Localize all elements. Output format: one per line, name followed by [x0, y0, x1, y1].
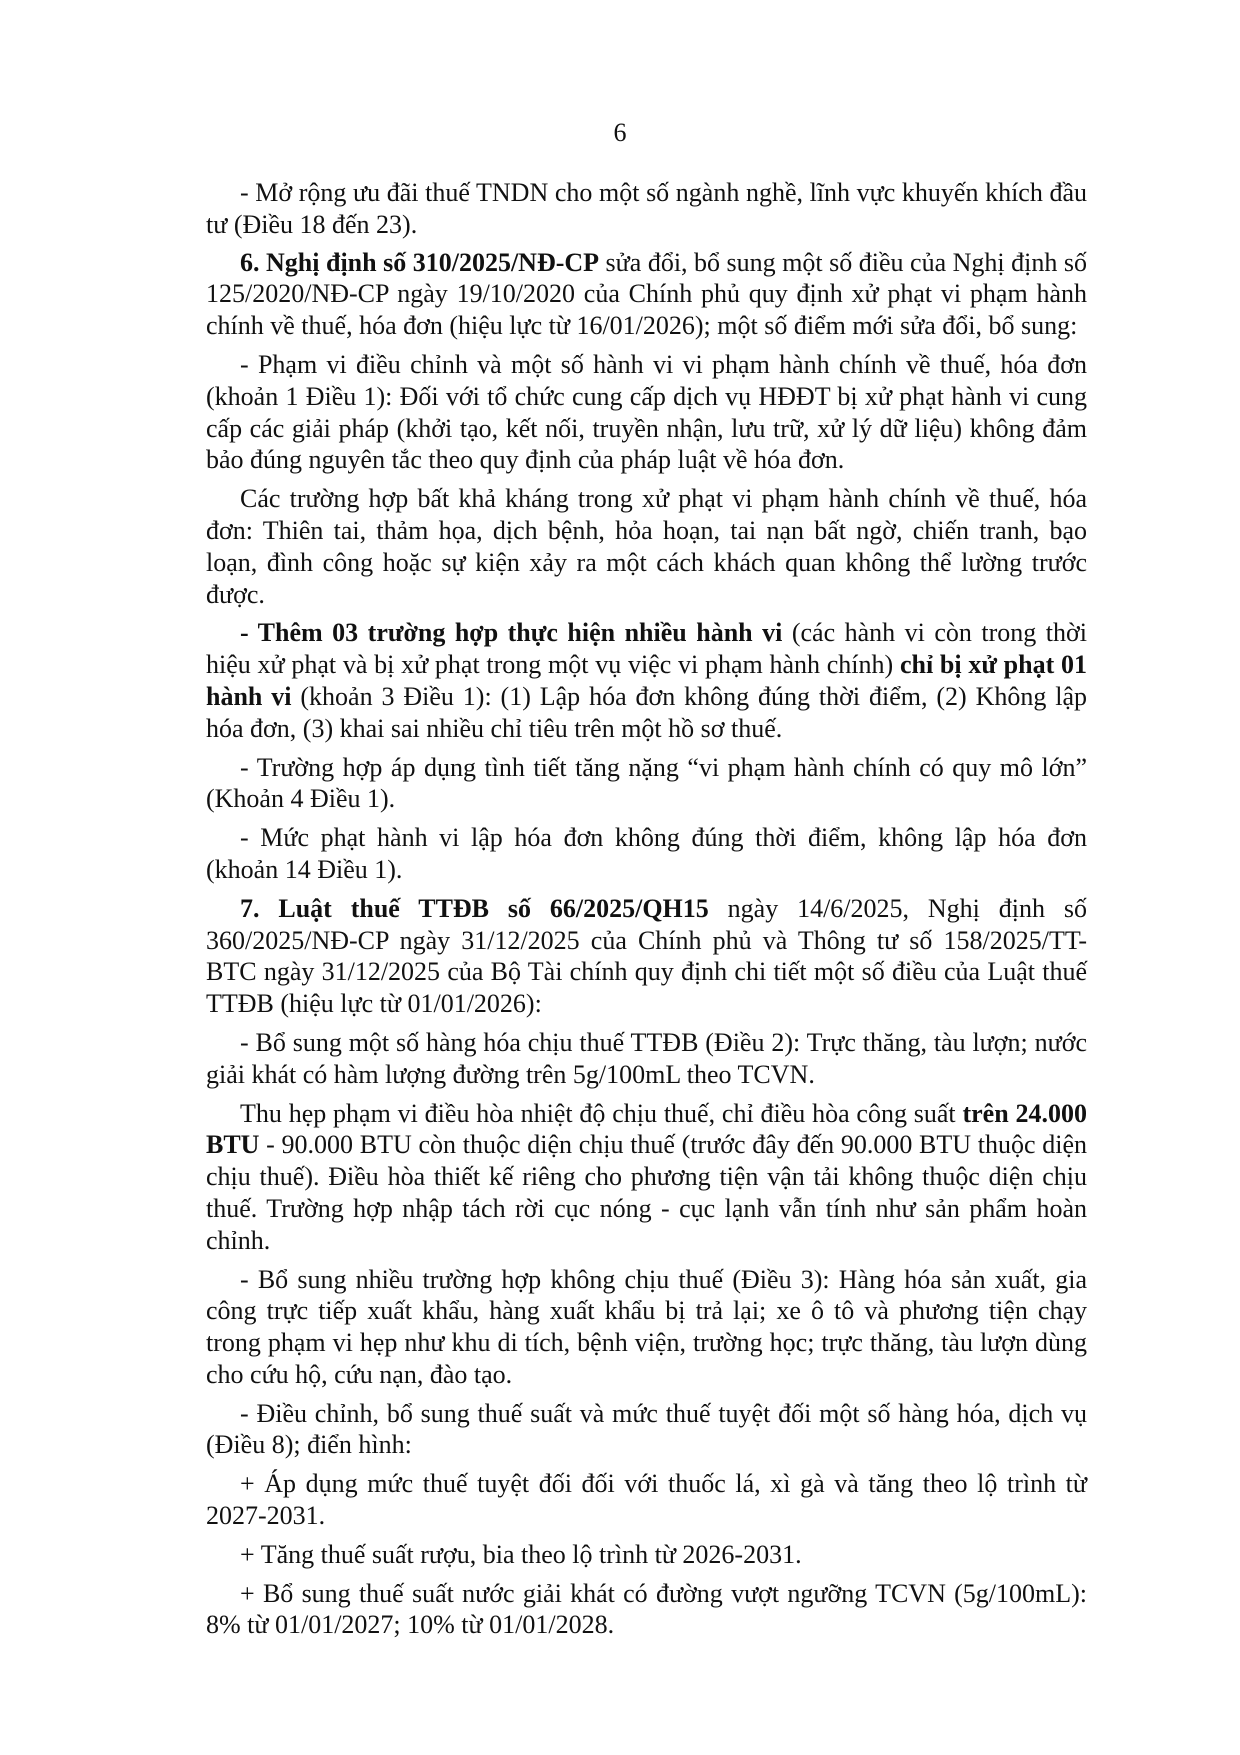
paragraph-p3: [206, 349, 1087, 476]
text-run: - Mức phạt hành vi lập hóa đơn không đúng thời điểm, không lập hóa đơn (khoản 14 Điều 1).: [206, 823, 1087, 884]
text-run: + Áp dụng mức thuế tuyệt đối đối với thuốc lá, xì gà và tăng theo lộ trình từ 2027-2031.: [206, 1469, 1087, 1531]
text-run: Thu hẹp phạm vi điều hòa nhiệt độ chịu thuế, chỉ điều hòa công suất: [240, 1098, 963, 1128]
paragraph-p8: [206, 893, 1087, 1020]
text-run: - Bổ sung nhiều trường hợp không chịu thuế (Điều 3): Hàng hóa sản xuất, gia công trực tiếp xuất khẩu, hàng xuất khẩu bị trả lại; xe ô tô và phương tiện chạy trong phạm vi hẹp như khu di tích, bệnh viện, trường học; trực thăng, tàu lượn dùng cho cứu hộ, cứu nạn, đào tạo.: [206, 1264, 1087, 1389]
paragraph-p13: [206, 1468, 1087, 1532]
bold-text: trên 24.000 BTU: [206, 1098, 1087, 1160]
text-run: sửa đổi, bổ sung một số điều của Nghị định số 125/2020/NĐ-CP ngày 19/10/2020 của Chính phủ quy định xử phạt vi phạm hành chính về thuế, hóa đơn (hiệu lực từ 16/01/2026); một số điểm mới sửa đổi, bổ sung:: [206, 247, 1088, 341]
text-run: - 90.000 BTU còn thuộc diện chịu thuế (trước đây đến 90.000 BTU thuộc diện chịu thuế). Điều hòa thiết kế riêng cho phương tiện vận tải không thuộc diện chịu thuế. Trường hợp nhập tách rời cục nóng - cục lạnh vẫn tính như sản phẩm hoàn chỉnh.: [206, 1130, 1087, 1255]
paragraph-p11: [206, 1264, 1087, 1391]
paragraph-p15: [206, 1578, 1087, 1642]
bold-text: 6. Nghị định số 310/2025/NĐ-CP: [240, 247, 600, 277]
text-run: - Mở rộng ưu đãi thuế TNDN cho một số ngành nghề, lĩnh vực khuyến khích đầu tư (Điều 18 đến 23).: [206, 178, 1087, 239]
bold-text: chỉ bị xử phạt 01 hành vi: [206, 650, 1087, 711]
paragraph-p14: [206, 1539, 1087, 1571]
text-run: - Bổ sung một số hàng hóa chịu thuế TTĐB (Điều 2): Trực thăng, tàu lượn; nước giải khát có hàm lượng đường trên 5g/100mL theo TCVN.: [206, 1027, 1087, 1089]
paragraph-p7: [206, 822, 1087, 886]
text-run: ngày 14/6/2025, Nghị định số 360/2025/NĐ-CP ngày 31/12/2025 của Chính phủ và Thông tư số 158/2025/TT-BTC ngày 31/12/2025 của Bộ Tài chính quy định chi tiết một số điều của Luật thuế TTĐB (hiệu lực từ 01/01/2026):: [206, 893, 1087, 1019]
text-run: + Tăng thuế suất rượu, bia theo lộ trình từ 2026-2031.: [240, 1539, 802, 1569]
paragraph-p6: [206, 752, 1087, 816]
bold-text: - Thêm 03 trường hợp thực hiện nhiều hành vi: [240, 618, 783, 648]
document-body: [206, 177, 1087, 1648]
text-run: - Phạm vi điều chỉnh và một số hành vi vi phạm hành chính về thuế, hóa đơn (khoản 1 Điều 1): Đối với tổ chức cung cấp dịch vụ HĐĐT bị xử phạt hành vi cung cấp các giải pháp (khởi tạo, kết nối, truyền nhận, lưu trữ, xử lý dữ liệu) không đảm bảo đúng nguyên tắc theo quy định của pháp luật về hóa đơn.: [206, 349, 1087, 475]
page-number: 6: [613, 118, 627, 147]
paragraph-p2: [206, 247, 1087, 342]
text-run: - Điều chỉnh, bổ sung thuế suất và mức thuế tuyệt đối một số hàng hóa, dịch vụ (Điều 8); điển hình:: [206, 1398, 1087, 1460]
paragraph-p4: [206, 483, 1087, 610]
paragraph-p5: [206, 617, 1087, 744]
text-run: - Trường hợp áp dụng tình tiết tăng nặng “vi phạm hành chính có quy mô lớn” (Khoản 4 Điều 1).: [206, 752, 1087, 814]
text-run: Các trường hợp bất khả kháng trong xử phạt vi phạm hành chính về thuế, hóa đơn: Thiên tai, thảm họa, dịch bệnh, hỏa hoạn, tai nạn bất ngờ, chiến tranh, bạo loạn, đình công hoặc sự kiện xảy ra một cách khách quan không thể lường trước được.: [206, 484, 1087, 609]
paragraph-p1: [206, 177, 1087, 241]
paragraph-p9: [206, 1027, 1087, 1091]
text-run: + Bổ sung thuế suất nước giải khát có đường vượt ngưỡng TCVN (5g/100mL): 8% từ 01/01/2027; 10% từ 01/01/2028.: [206, 1578, 1087, 1640]
text-run: (khoản 3 Điều 1): (1) Lập hóa đơn không đúng thời điểm, (2) Không lập hóa đơn, (3) khai sai nhiều chỉ tiêu trên một hồ sơ thuế.: [206, 681, 1088, 743]
paragraph-p12: [206, 1398, 1087, 1462]
bold-text: 7. Luật thuế TTĐB số 66/2025/QH15: [240, 893, 709, 923]
text-run: (các hành vi còn trong thời hiệu xử phạt và bị xử phạt trong một vụ việc vi phạm hành chính): [206, 618, 1087, 680]
paragraph-p10: [206, 1098, 1087, 1257]
